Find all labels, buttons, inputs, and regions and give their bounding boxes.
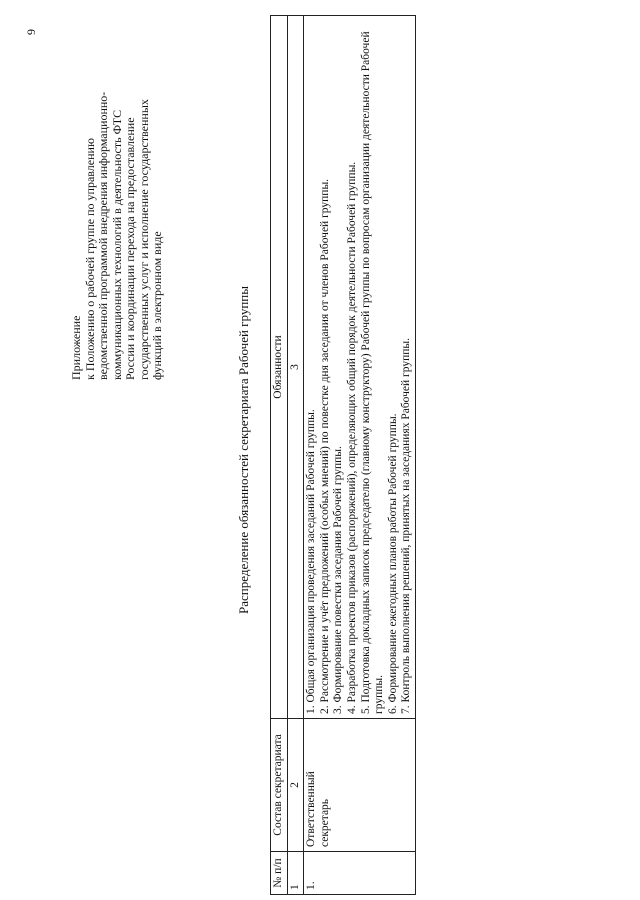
duty-item: 1. Общая организация проведения заседаний Рабочей группы. — [305, 409, 318, 714]
column-number: 2 — [287, 719, 304, 852]
duty-item: 5. Подготовка докладных записок председателю (главному конструктору) Рабочей группы по вопросам организации деятельности Рабочей группы. — [359, 31, 386, 714]
duty-item: 3. Формирование повестки заседания Рабочей группы. — [332, 446, 345, 714]
column-number: 1 — [287, 852, 304, 895]
row-composition: Ответственный секретарь — [304, 719, 416, 852]
table-header-row — [271, 16, 288, 895]
appendix-line: функций в электронном виде — [150, 231, 164, 380]
header-duties: Обязанности — [271, 16, 288, 719]
column-number: 3 — [287, 16, 304, 719]
duty-item: 6. Формирование ежегодных планов работы Рабочей группы. — [386, 413, 399, 714]
appendix-line: государственных услуг и исполнение государственных — [136, 99, 151, 380]
table-row — [304, 16, 416, 895]
row-duties — [304, 16, 416, 719]
appendix-line: России и координации перехода на предоставление — [123, 117, 137, 380]
header-composition: Состав секретариата — [271, 719, 288, 852]
document-title: Распределение обязанностей секретариата Рабочей группы — [236, 286, 251, 614]
duty-item: 4. Разработка проектов приказов (распоряжений), определяющих общий порядок деятельности Рабочей группы. — [345, 161, 358, 714]
appendix-line: к Положению о рабочей группе по управлению — [82, 138, 97, 380]
header-num: № п/п — [271, 852, 288, 895]
appendix-line: Приложение — [69, 315, 83, 380]
appendix-block — [70, 70, 165, 380]
column-number-row — [287, 16, 304, 895]
duty-item: 2. Рассмотрение и учёт предложений (особых мнений) по повестке дня заседания от членов Рабочей группы. — [318, 178, 331, 714]
appendix-line: ведомственной программой внедрения информационно- — [96, 91, 110, 380]
appendix-line: коммуникационных технологий в деятельность ФТС — [109, 109, 124, 380]
page-number: 9 — [24, 29, 38, 35]
duties-table — [270, 15, 416, 895]
row-num: 1. — [304, 852, 416, 895]
duty-item: 7. Контроль выполнения решений, принятых на заседаниях Рабочей группы. — [400, 337, 413, 714]
